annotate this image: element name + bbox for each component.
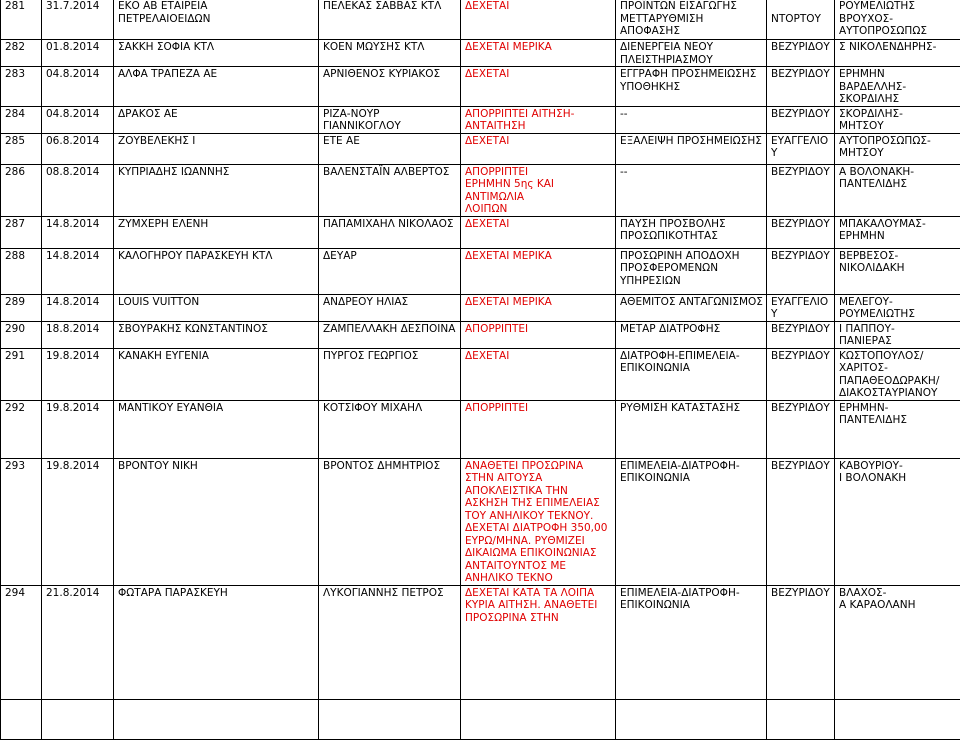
decision: ΑΠΟΡΡΙΠΤΕΙ — [461, 321, 616, 348]
subject: ΕΠΙΜΕΛΕΙΑ-ΔΙΑΤΡΟΦΗ- ΕΠΙΚΟΙΝΩΝΙΑ — [616, 458, 767, 585]
decision: ΔΕΧΕΤΑΙ — [461, 133, 616, 164]
subject: ΑΘΕΜΙΤΟΣ ΑΝΤΑΓΩΝΙΣΜΟΣ — [616, 294, 767, 321]
case-date: 14.8.2014 — [42, 248, 114, 294]
table-row — [1, 458, 960, 585]
case-date: 18.8.2014 — [42, 321, 114, 348]
table-row — [1, 216, 960, 248]
subject: ΠΡΟΪΝΤΩΝ ΕΙΣΑΓΩΓΗΣ ΜΕΤΤΑΡΥΘΜΙΣΗ ΑΠΟΦΑΣΗΣ — [616, 0, 767, 40]
subject: ΕΠΙΜΕΛΕΙΑ-ΔΙΑΤΡΟΦΗ- ΕΠΙΚΟΙΝΩΝΙΑ — [616, 585, 767, 699]
respondent: ΒΡΟΝΤΟΣ ΔΗΜΗΤΡΙΟΣ — [319, 458, 461, 585]
respondent: ΖΑΜΠΕΛΛΑΚΗ ΔΕΣΠΟΙΝΑ — [319, 321, 461, 348]
table-row — [1, 164, 960, 216]
respondent: ΛΥΚΟΓΙΑΝΝΗΣ ΠΕΤΡΟΣ — [319, 585, 461, 699]
judge: ΒΕΖΥΡΙΔΟΥ — [767, 106, 835, 133]
table-row — [1, 400, 960, 458]
case-date: 14.8.2014 — [42, 216, 114, 248]
subject: -- — [616, 106, 767, 133]
subject: -- — [616, 164, 767, 216]
case-number: 289 — [1, 294, 42, 321]
judge: ΒΕΖΥΡΙΔΟΥ — [767, 248, 835, 294]
judge: ΒΕΖΥΡΙΔΟΥ — [767, 321, 835, 348]
table-row — [1, 133, 960, 164]
lawyers: ΒΕΡΒΕΣΟΣ- ΝΙΚΟΛΙΔΑΚΗ — [835, 248, 960, 294]
respondent: ΔΕΥΑΡ — [319, 248, 461, 294]
case-date: 04.8.2014 — [42, 106, 114, 133]
subject: ΕΓΓΡΑΦΗ ΠΡΟΣΗΜΕΙΩΣΗΣ ΥΠΟΘΗΚΗΣ — [616, 67, 767, 107]
applicant: ΚΑΝΑΚΗ ΕΥΓΕΝΙΑ — [114, 348, 319, 400]
subject: ΔΙΕΝΕΡΓΕΙΑ ΝΕΟΥ ΠΛΕΙΣΤΗΡΙΑΣΜΟΥ — [616, 40, 767, 67]
judge: ΒΕΖΥΡΙΔΟΥ — [767, 164, 835, 216]
table-row — [1, 248, 960, 294]
lawyers: ΕΡΗΜΗΝ ΒΑΡΔΕΛΛΗΣ- ΣΚΟΡΔΙΛΗΣ — [835, 67, 960, 107]
case-number: 282 — [1, 40, 42, 67]
subject: ΠΡΟΣΩΡΙΝΗ ΑΠΟΔΟΧΗ ΠΡΟΣΦΕΡΟΜΕΝΩΝ ΥΠΗΡΕΣΙΩΝ — [616, 248, 767, 294]
decision — [461, 699, 616, 739]
respondent: ΠΑΠΑΜΙΧΑΗΛ ΝΙΚΟΛΑΟΣ — [319, 216, 461, 248]
decision: ΔΕΧΕΤΑΙ — [461, 216, 616, 248]
respondent: ΚΟΤΣΙΦΟΥ ΜΙΧΑΗΛ — [319, 400, 461, 458]
case-date: 19.8.2014 — [42, 348, 114, 400]
respondent: ΑΡΝΙΘΕΝΟΣ ΚΥΡΙΑΚΟΣ — [319, 67, 461, 107]
case-number: 284 — [1, 106, 42, 133]
applicant: LOUIS VUITTON — [114, 294, 319, 321]
decision: ΑΠΟΡΡΙΠΤΕΙ — [461, 400, 616, 458]
respondent: ΠΥΡΓΟΣ ΓΕΩΡΓΙΟΣ — [319, 348, 461, 400]
lawyers: ΚΩΣΤΟΠΟΥΛΟΣ/ ΧΑΡΙΤΟΣ- ΠΑΠΑΘΕΟΔΩΡΑΚΗ/ ΔΙΑΚΟΣΤΑΥΡΙΑΝΟΥ — [835, 348, 960, 400]
case-date — [42, 699, 114, 739]
judge — [767, 699, 835, 739]
judge: ΒΕΖΥΡΙΔΟΥ — [767, 348, 835, 400]
table-row — [1, 699, 960, 739]
judge: ΒΕΖΥΡΙΔΟΥ — [767, 40, 835, 67]
table-row — [1, 67, 960, 107]
case-number: 283 — [1, 67, 42, 107]
lawyers: ΜΠΑΚΑΛΟΥΜΑΣ- ΕΡΗΜΗΝ — [835, 216, 960, 248]
applicant — [114, 699, 319, 739]
respondent — [319, 699, 461, 739]
applicant: ΔΡΑΚΟΣ ΑΕ — [114, 106, 319, 133]
subject: ΠΑΥΣΗ ΠΡΟΣΒΟΛΗΣ ΠΡΟΣΩΠΙΚΟΤΗΤΑΣ — [616, 216, 767, 248]
decision: ΑΠΟΡΡΙΠΤΕΙ ΕΡΗΜΗΝ 5ης ΚΑΙ ΑΝΤΙΜΩΛΙΑ ΛΟΙΠΩΝ — [461, 164, 616, 216]
case-number — [1, 699, 42, 739]
subject — [616, 699, 767, 739]
respondent: ΚΟΕΝ ΜΩΥΣΗΣ ΚΤΛ — [319, 40, 461, 67]
decision: ΔΕΧΕΤΑΙ ΜΕΡΙΚΑ — [461, 294, 616, 321]
decision: ΑΝΑΘΕΤΕΙ ΠΡΟΣΩΡΙΝΑ ΣΤΗΝ ΑΙΤΟΥΣΑ ΑΠΟΚΛΕΙΣΤΙΚΑ ΤΗΝ ΑΣΚΗΣΗ ΤΗΣ ΕΠΙΜΕΛΕΙΑΣ ΤΟΥ ΑΝΗΛΙΚΟΥ ΤΕΚΝΟΥ. ΔΕΧΕΤΑΙ ΔΙΑΤΡΟΦΗ 350,00 ΕΥΡΩ/ΜΗΝΑ. ΡΥΘΜΙΖΕΙ ΔΙΚΑΙΩΜΑ ΕΠΙΚΟΙΝΩΝΙΑΣ ΑΝΤΑΙΤΟΥΝΤΟΣ ΜΕ ΑΝΗΛΙΚΟ ΤΕΚΝΟ — [461, 458, 616, 585]
case-number: 294 — [1, 585, 42, 699]
judge: ΒΕΖΥΡΙΔΟΥ — [767, 67, 835, 107]
case-number: 281 — [1, 0, 42, 40]
judge: ΕΥΑΓΓΕΛΙΟΥ — [767, 133, 835, 164]
decision: ΔΕΧΕΤΑΙ ΚΑΤΑ ΤΑ ΛΟΙΠΑ ΚΥΡΙΑ ΑΙΤΗΣΗ. ΑΝΑΘΕΤΕΙ ΠΡΟΣΩΡΙΝΑ ΣΤΗΝ — [461, 585, 616, 699]
judge: ΝΤΟΡΤΟΥ — [767, 0, 835, 40]
applicant: ΕΚΟ ΑΒ ΕΤΑΙΡΕΙΑ ΠΕΤΡΕΛΑΙΟΕΙΔΩΝ — [114, 0, 319, 40]
lawyers: Α ΒΟΛΟΝΑΚΗ- ΠΑΝΤΕΛΙΔΗΣ — [835, 164, 960, 216]
applicant: ΦΩΤΑΡΑ ΠΑΡΑΣΚΕΥΗ — [114, 585, 319, 699]
case-date: 31.7.2014 — [42, 0, 114, 40]
table-row — [1, 348, 960, 400]
case-date: 19.8.2014 — [42, 458, 114, 585]
case-date: 01.8.2014 — [42, 40, 114, 67]
table-row — [1, 294, 960, 321]
decision: ΑΠΟΡΡΙΠΤΕΙ ΑΙΤΗΣΗ- ΑΝΤΑΙΤΗΣΗ — [461, 106, 616, 133]
judge: ΒΕΖΥΡΙΔΟΥ — [767, 400, 835, 458]
case-number: 287 — [1, 216, 42, 248]
case-number: 292 — [1, 400, 42, 458]
case-date: 04.8.2014 — [42, 67, 114, 107]
lawyers — [835, 699, 960, 739]
lawyers: ΣΚΟΡΔΙΛΗΣ- ΜΗΤΣΟΥ — [835, 106, 960, 133]
judge: ΕΥΑΓΓΕΛΙΟΥ — [767, 294, 835, 321]
applicant: ΣΑΚΚΗ ΣΟΦΙΑ ΚΤΛ — [114, 40, 319, 67]
applicant: ΒΡΟΝΤΟΥ ΝΙΚΗ — [114, 458, 319, 585]
table-row — [1, 106, 960, 133]
decision: ΔΕΧΕΤΑΙ ΜΕΡΙΚΑ — [461, 248, 616, 294]
judge: ΒΕΖΥΡΙΔΟΥ — [767, 585, 835, 699]
applicant: ΜΑΝΤΙΚΟΥ ΕΥΑΝΘΙΑ — [114, 400, 319, 458]
table-row — [1, 585, 960, 699]
judge: ΒΕΖΥΡΙΔΟΥ — [767, 216, 835, 248]
applicant: ΣΒΟΥΡΑΚΗΣ ΚΩΝΣΤΑΝΤΙΝΟΣ — [114, 321, 319, 348]
decision: ΔΕΧΕΤΑΙ — [461, 0, 616, 40]
lawyers: ΚΑΒΟΥΡΙΟΥ- Ι ΒΟΛΟΝΑΚΗ — [835, 458, 960, 585]
applicant: ΚΥΠΡΙΑΔΗΣ ΙΩΑΝΝΗΣ — [114, 164, 319, 216]
subject: ΕΞΑΛΕΙΨΗ ΠΡΟΣΗΜΕΙΩΣΗΣ — [616, 133, 767, 164]
decision: ΔΕΧΕΤΑΙ ΜΕΡΙΚΑ — [461, 40, 616, 67]
respondent: ΑΝΔΡΕΟΥ ΗΛΙΑΣ — [319, 294, 461, 321]
table-row — [1, 40, 960, 67]
decision: ΔΕΧΕΤΑΙ — [461, 348, 616, 400]
respondent: ΕΤΕ ΑΕ — [319, 133, 461, 164]
applicant: ΚΑΛΟΓΗΡΟΥ ΠΑΡΑΣΚΕΥΗ ΚΤΛ — [114, 248, 319, 294]
table-row — [1, 321, 960, 348]
lawyers: ΒΛΑΧΟΣ- Α ΚΑΡΑΟΛΑΝΗ — [835, 585, 960, 699]
case-number: 291 — [1, 348, 42, 400]
case-date: 21.8.2014 — [42, 585, 114, 699]
table-row — [1, 0, 960, 40]
subject: ΜΕΤΑΡ ΔΙΑΤΡΟΦΗΣ — [616, 321, 767, 348]
applicant: ΖΟΥΒΕΛΕΚΗΣ Ι — [114, 133, 319, 164]
case-number: 286 — [1, 164, 42, 216]
respondent: ΠΕΛΕΚΑΣ ΣΑΒΒΑΣ ΚΤΛ — [319, 0, 461, 40]
applicant: ΑΛΦΑ ΤΡΑΠΕΖΑ ΑΕ — [114, 67, 319, 107]
case-date: 19.8.2014 — [42, 400, 114, 458]
case-date: 08.8.2014 — [42, 164, 114, 216]
case-number: 293 — [1, 458, 42, 585]
lawyers: ΑΥΤΟΠΡΟΣΩΠΩΣ- ΜΗΤΣΟΥ — [835, 133, 960, 164]
lawyers: Ι ΠΑΠΠΟΥ- ΠΑΝΙΕΡΑΣ — [835, 321, 960, 348]
case-number: 288 — [1, 248, 42, 294]
judge: ΒΕΖΥΡΙΔΟΥ — [767, 458, 835, 585]
lawyers: ΜΕΛΕΓΟΥ- ΡΟΥΜΕΛΙΩΤΗΣ — [835, 294, 960, 321]
respondent: ΒΑΛΕΝΣΤΑΪΝ ΑΛΒΕΡΤΟΣ — [319, 164, 461, 216]
case-date: 06.8.2014 — [42, 133, 114, 164]
case-date: 14.8.2014 — [42, 294, 114, 321]
respondent: ΡΙΖΑ-ΝΟΥΡ ΓΙΑΝΝΙΚΟΓΛΟΥ — [319, 106, 461, 133]
applicant: ΖΥΜΧΕΡΗ ΕΛΕΝΗ — [114, 216, 319, 248]
case-number: 285 — [1, 133, 42, 164]
lawyers: ΡΟΥΜΕΛΙΩΤΗΣ ΒΡΟΥΧΟΣ- ΑΥΤΟΠΡΟΣΩΠΩΣ — [835, 0, 960, 40]
decision: ΔΕΧΕΤΑΙ — [461, 67, 616, 107]
subject: ΡΥΘΜΙΣΗ ΚΑΤΑΣΤΑΣΗΣ — [616, 400, 767, 458]
lawyers: Σ ΝΙΚΟΛΕΝΔΗΡΗΣ- — [835, 40, 960, 67]
lawyers: ΕΡΗΜΗΝ- ΠΑΝΤΕΛΙΔΗΣ — [835, 400, 960, 458]
case-number: 290 — [1, 321, 42, 348]
subject: ΔΙΑΤΡΟΦΗ-ΕΠΙΜΕΛΕΙΑ- ΕΠΙΚΟΙΝΩΝΙΑ — [616, 348, 767, 400]
